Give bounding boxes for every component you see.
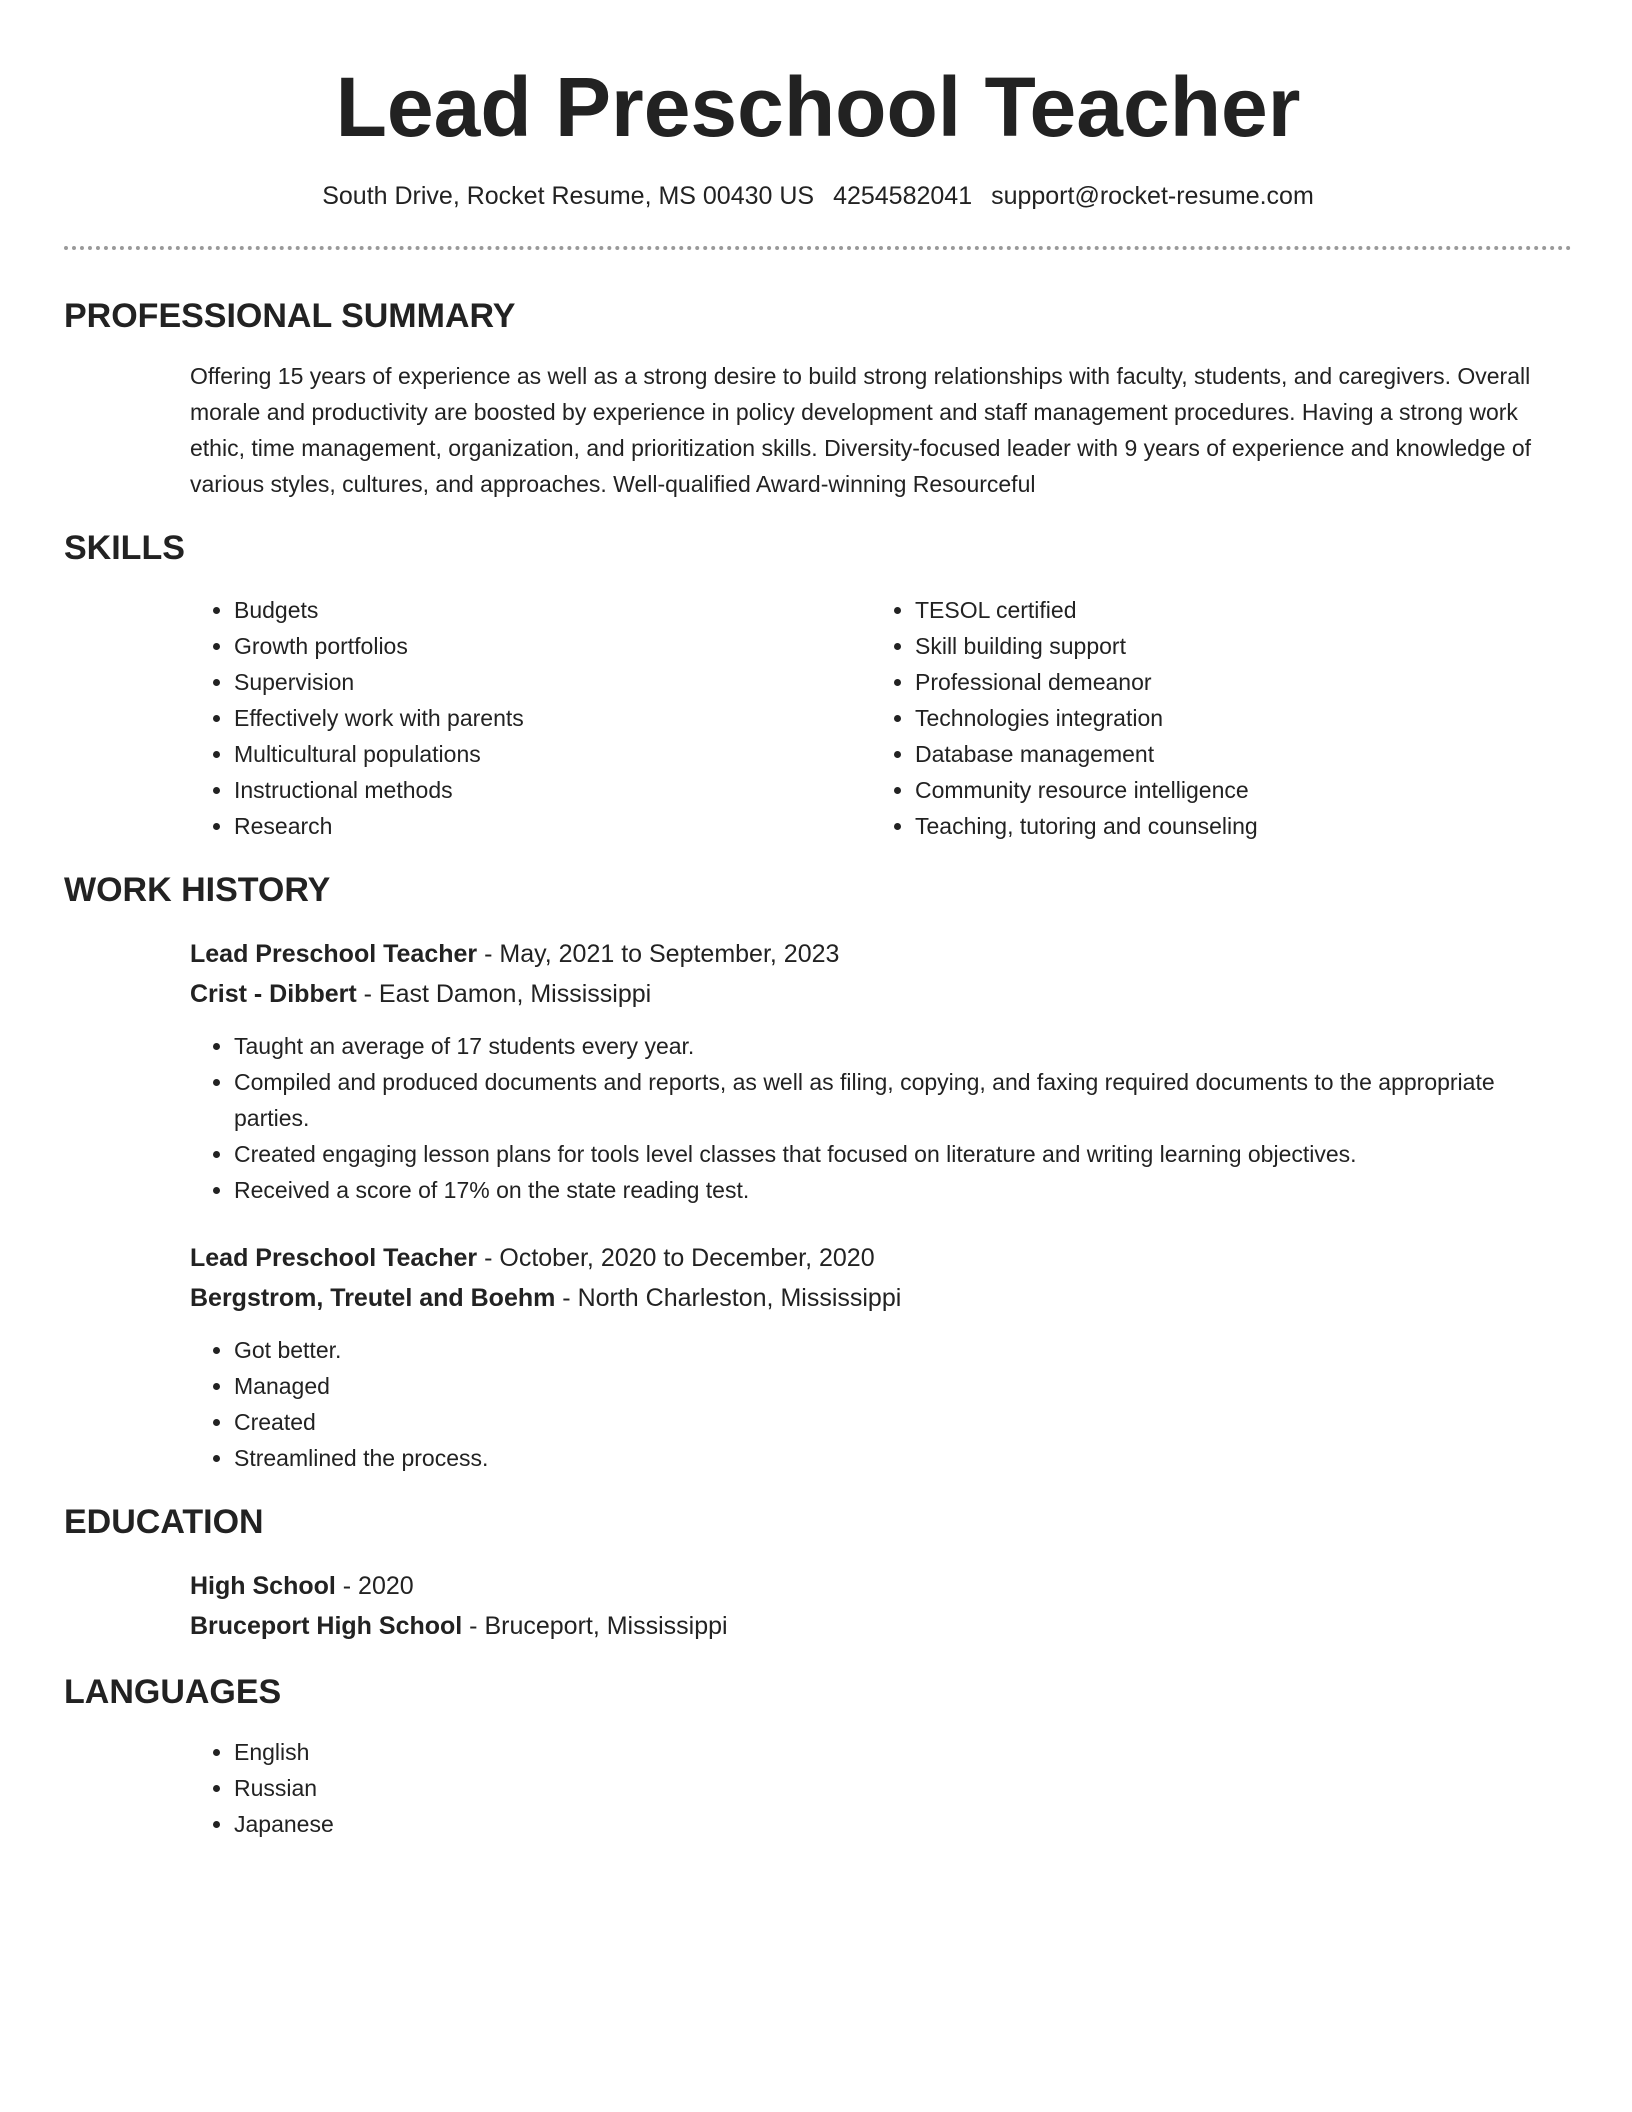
- education-entry: [190, 1566, 1572, 1646]
- skills-column-right: [871, 592, 1552, 844]
- job-title: Lead Preschool Teacher: [190, 1244, 478, 1272]
- languages-heading: LANGUAGES: [64, 1673, 282, 1711]
- education-school-line: [190, 1606, 1572, 1646]
- job-duty-item: • Managed: [234, 1368, 1572, 1404]
- education-section: [64, 1502, 1572, 1646]
- skill-item: • Multicultural populations: [234, 736, 871, 772]
- summary-body: [190, 358, 1572, 502]
- education-year: - 2020: [335, 1572, 414, 1600]
- languages-body: [190, 1734, 1572, 1842]
- language-item: • Russian: [234, 1770, 1572, 1806]
- header-divider: [64, 246, 1572, 250]
- skill-item: • Growth portfolios: [234, 628, 871, 664]
- job-duty-item: • Compiled and produced documents and reports, as well as filing, copying, and faxing required documents to the appropriate parties.: [234, 1064, 1572, 1136]
- skill-item: • Skill building support: [915, 628, 1552, 664]
- resume-page: [64, 0, 1572, 1842]
- job-dates: - October, 2020 to December, 2020: [477, 1244, 875, 1272]
- education-heading: EDUCATION: [64, 1503, 264, 1541]
- job-duties-list: [190, 1028, 1572, 1208]
- job-company-line: [190, 974, 1572, 1014]
- job-location: - East Damon, Mississippi: [356, 980, 652, 1008]
- education-school: Bruceport High School: [190, 1612, 463, 1640]
- job-location: - North Charleston, Mississippi: [555, 1284, 902, 1312]
- job-dates: - May, 2021 to September, 2023: [477, 940, 840, 968]
- contact-phone: 4254582041: [833, 182, 973, 210]
- job-title: Lead Preschool Teacher: [190, 940, 478, 968]
- job-company: Crist - Dibbert: [190, 980, 357, 1008]
- education-degree-line: [190, 1566, 1572, 1606]
- skill-item: • Instructional methods: [234, 772, 871, 808]
- summary-text: Offering 15 years of experience as well as a strong desire to build strong relationships with faculty, students, and caregivers. Overall morale and productivity are boosted by experience in policy development and staff management procedures. Having a strong work ethic, time management, organization, and prioritization skills. Diversity-focused leader with 9 years of experience and knowledge of various styles, cultures, and approaches. Well-qualified Award-winning Resourceful: [190, 363, 1532, 497]
- languages-section: [64, 1672, 1572, 1842]
- skills-list-right: [871, 592, 1552, 844]
- skill-item: • Technologies integration: [915, 700, 1552, 736]
- job-entry: [190, 1238, 1572, 1476]
- contact-email: support@rocket-resume.com: [991, 182, 1314, 210]
- summary-section: [64, 296, 1572, 502]
- job-company: Bergstrom, Treutel and Boehm: [190, 1284, 556, 1312]
- skill-item: • Effectively work with parents: [234, 700, 871, 736]
- languages-list: [190, 1734, 1572, 1842]
- skill-item: • Supervision: [234, 664, 871, 700]
- skill-item: • Community resource intelligence: [915, 772, 1552, 808]
- work-history-section: [64, 870, 1572, 1476]
- skill-item: • TESOL certified: [915, 592, 1552, 628]
- job-duty-item: • Created: [234, 1404, 1572, 1440]
- skill-item: • Database management: [915, 736, 1552, 772]
- job-duty-item: • Got better.: [234, 1332, 1572, 1368]
- job-title-line: [190, 1238, 1572, 1278]
- job-duty-item: • Taught an average of 17 students every year.: [234, 1028, 1572, 1064]
- skill-item: • Teaching, tutoring and counseling: [915, 808, 1552, 844]
- job-company-line: [190, 1278, 1572, 1318]
- skill-item: • Budgets: [234, 592, 871, 628]
- language-item: • English: [234, 1734, 1572, 1770]
- job-duty-item: • Created engaging lesson plans for tools level classes that focused on literature and writing learning objectives.: [234, 1136, 1572, 1172]
- job-title-line: [190, 934, 1572, 974]
- contact-line: [64, 178, 1572, 214]
- work-history-heading: WORK HISTORY: [64, 871, 331, 909]
- language-item: • Japanese: [234, 1806, 1572, 1842]
- contact-address: South Drive, Rocket Resume, MS 00430 US: [322, 182, 815, 210]
- skills-section: [64, 528, 1572, 844]
- skill-item: • Professional demeanor: [915, 664, 1552, 700]
- education-degree: High School: [190, 1572, 336, 1600]
- skills-list-left: [190, 592, 871, 844]
- resume-title: Lead Preschool Teacher: [335, 60, 1301, 154]
- skills-grid: [190, 592, 1572, 844]
- education-location: - Bruceport, Mississippi: [462, 1612, 728, 1640]
- summary-heading: PROFESSIONAL SUMMARY: [64, 297, 516, 335]
- job-duty-item: • Received a score of 17% on the state reading test.: [234, 1172, 1572, 1208]
- skill-item: • Research: [234, 808, 871, 844]
- skills-column-left: [190, 592, 871, 844]
- skills-heading: SKILLS: [64, 529, 185, 567]
- job-duties-list: [190, 1332, 1572, 1476]
- job-entry: [190, 934, 1572, 1208]
- job-duty-item: • Streamlined the process.: [234, 1440, 1572, 1476]
